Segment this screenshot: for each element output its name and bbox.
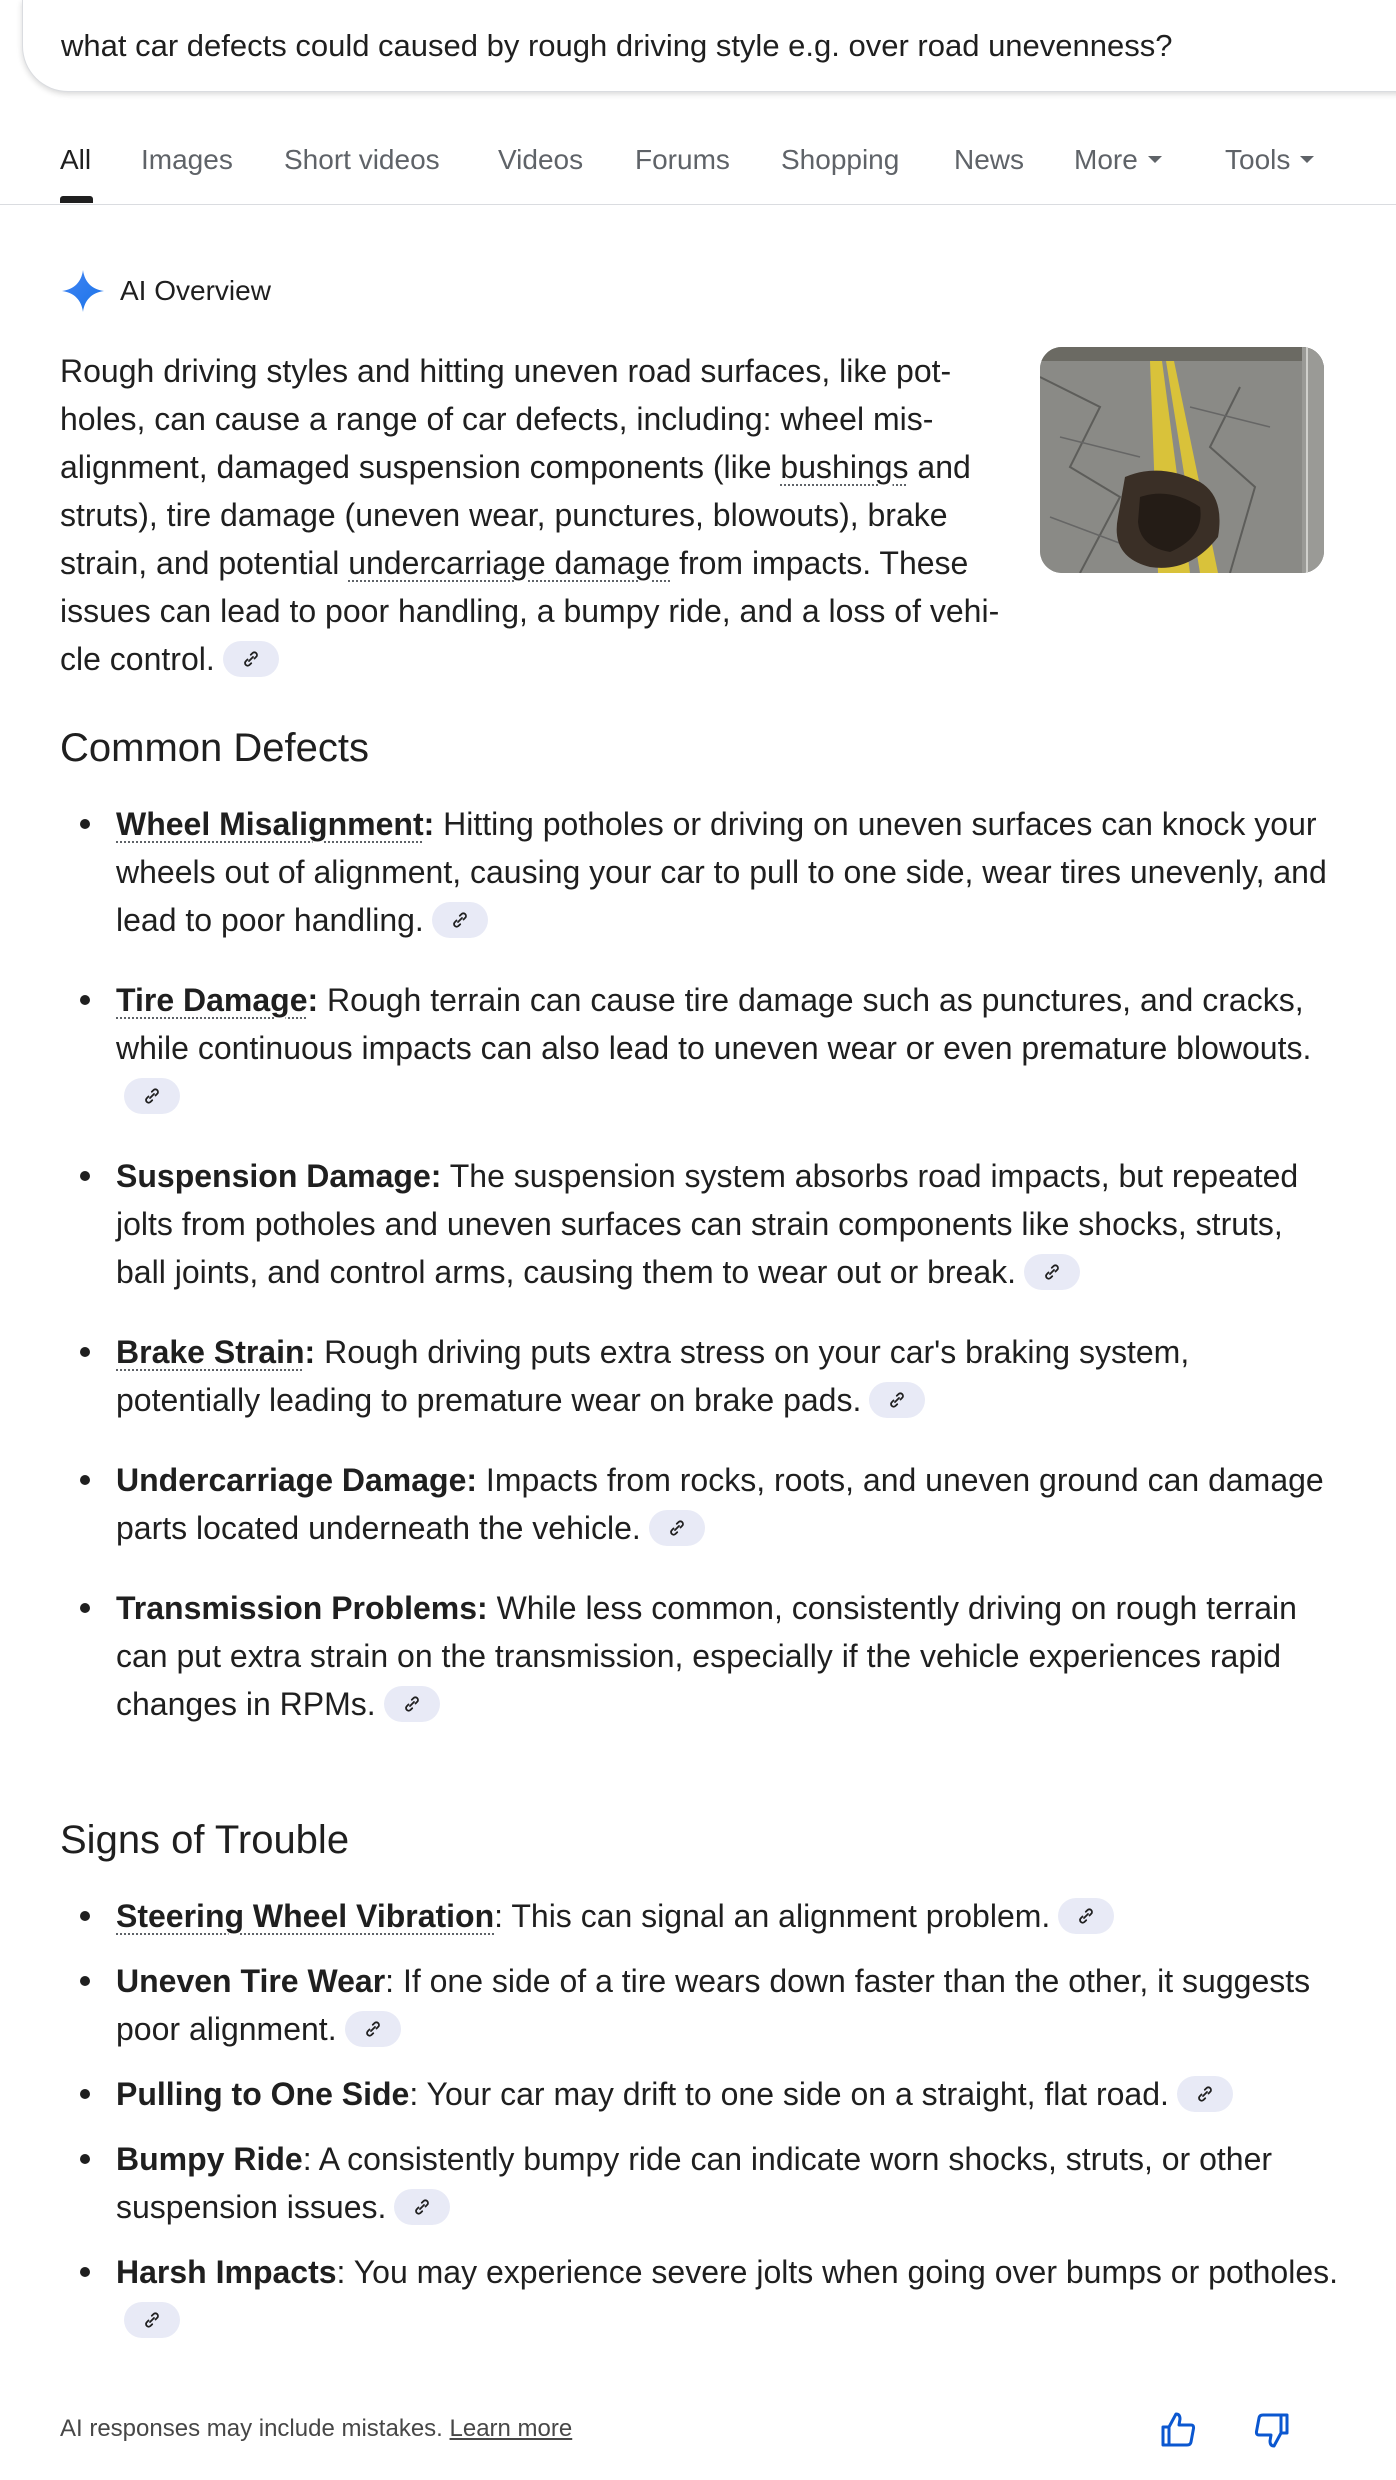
term-colon: : bbox=[307, 982, 319, 1018]
link-icon bbox=[402, 1694, 422, 1714]
source-link-chip[interactable] bbox=[1177, 2076, 1233, 2112]
chevron-down-icon bbox=[1148, 156, 1162, 163]
intro-line: struts), tire damage (uneven wear, punctures, blowouts), brake bbox=[60, 497, 948, 533]
bullet bbox=[80, 2089, 90, 2099]
source-link-chip[interactable] bbox=[394, 2189, 450, 2225]
tab-more[interactable] bbox=[1074, 144, 1162, 176]
link-icon bbox=[1042, 1262, 1062, 1282]
source-link-chip[interactable] bbox=[432, 902, 488, 938]
active-tab-indicator bbox=[60, 196, 93, 203]
term-colon: : bbox=[430, 1158, 442, 1194]
term-colon: : bbox=[423, 806, 435, 842]
bullet bbox=[80, 1347, 90, 1357]
sparkle-icon bbox=[60, 268, 106, 314]
item-text: Impacts from rocks, roots, and uneven ground can damage parts located underneath the vehicle. bbox=[116, 1462, 1324, 1546]
list-item bbox=[60, 2070, 1340, 2118]
item-text: Rough driving puts extra stress on your car's braking system, potentially leading to premature wear on brake pads. bbox=[116, 1334, 1190, 1418]
intro-line: cle control. bbox=[60, 641, 215, 677]
learn-more-link[interactable]: Learn more bbox=[449, 2415, 573, 2442]
term-link-wheel-misalignment[interactable]: Wheel Misalignment bbox=[116, 806, 424, 842]
intro-line: Rough driving styles and hitting uneven road surfaces, like pot- bbox=[60, 353, 952, 389]
item-text: Rough terrain can cause tire damage such as punctures, and cracks, while continuous impacts can also lead to uneven wear or even premature blowouts. bbox=[116, 982, 1312, 1066]
bullet bbox=[80, 1976, 90, 1986]
bullet bbox=[80, 1603, 90, 1613]
term-link-bushings[interactable]: bushings bbox=[780, 449, 909, 485]
chevron-down-icon bbox=[1300, 156, 1314, 163]
term-colon: : bbox=[466, 1462, 478, 1498]
pothole-road-image[interactable] bbox=[1040, 347, 1324, 573]
list-item bbox=[60, 1456, 1340, 1552]
tab-images[interactable]: Images bbox=[141, 144, 233, 175]
link-icon bbox=[241, 649, 261, 669]
source-link-chip[interactable] bbox=[384, 1686, 440, 1722]
common-defects-heading: Common Defects bbox=[60, 726, 369, 770]
link-icon bbox=[412, 2197, 432, 2217]
link-icon bbox=[1195, 2084, 1215, 2104]
intro-line: strain, and potential bbox=[60, 545, 349, 581]
source-link-chip[interactable] bbox=[869, 1382, 925, 1418]
term-harsh-impacts: Harsh Impacts bbox=[116, 2254, 337, 2290]
link-icon bbox=[450, 910, 470, 930]
term-pulling-to-one-side: Pulling to One Side bbox=[116, 2076, 410, 2112]
source-link-chip[interactable] bbox=[124, 1078, 180, 1114]
source-link-chip[interactable] bbox=[124, 2302, 180, 2338]
link-icon bbox=[142, 2310, 162, 2330]
signs-of-trouble-list bbox=[60, 1892, 1340, 2361]
term-link-tire-damage[interactable]: Tire Damage bbox=[116, 982, 308, 1018]
common-defects-list bbox=[60, 800, 1340, 1760]
term-link-brake-strain[interactable]: Brake Strain bbox=[116, 1334, 305, 1370]
item-text: The suspension system absorbs road impacts, but repeated jolts from potholes and uneven surfaces can strain components like shocks, struts, ball joints, and control arms, causing them to wear out or break. bbox=[116, 1158, 1299, 1290]
road-photo-icon bbox=[1040, 347, 1324, 573]
signs-of-trouble-heading: Signs of Trouble bbox=[60, 1818, 350, 1862]
source-link-chip[interactable] bbox=[1024, 1254, 1080, 1290]
item-text: Hitting potholes or driving on uneven surfaces can knock your wheels out of alignment, causing your car to pull to one side, wear tires unevenly, and lead to poor handling. bbox=[116, 806, 1327, 938]
thumbs-down-icon[interactable] bbox=[1252, 2410, 1292, 2450]
tab-shopping[interactable]: Shopping bbox=[781, 144, 900, 175]
item-text: While less common, consistently driving on rough terrain can put extra strain on the transmission, especially if the vehicle experiences rapid changes in RPMs. bbox=[116, 1590, 1297, 1722]
bullet bbox=[80, 1911, 90, 1921]
ai-overview-intro bbox=[60, 347, 1020, 683]
ai-disclaimer bbox=[60, 2415, 572, 2443]
term-suspension-damage: Suspension Damage bbox=[116, 1158, 431, 1194]
ai-overview-header bbox=[60, 268, 271, 314]
bullet bbox=[80, 1171, 90, 1181]
search-input[interactable] bbox=[61, 28, 1361, 64]
term-transmission-problems: Transmission Problems bbox=[116, 1590, 478, 1626]
ai-overview-title: AI Overview bbox=[120, 275, 271, 306]
term-bumpy-ride: Bumpy Ride bbox=[116, 2141, 303, 2177]
intro-line: and bbox=[908, 449, 971, 485]
list-item bbox=[60, 976, 1340, 1120]
item-text: : This can signal an alignment problem. bbox=[494, 1898, 1051, 1934]
intro-line: holes, can cause a range of car defects, including: wheel mis- bbox=[60, 401, 934, 437]
intro-line: alignment, damaged suspension components (like bbox=[60, 449, 781, 485]
tab-news[interactable]: News bbox=[954, 144, 1025, 175]
source-link-chip[interactable] bbox=[223, 641, 279, 677]
list-item bbox=[60, 1892, 1340, 1940]
tab-forums[interactable]: Forums bbox=[635, 144, 730, 175]
intro-line: issues can lead to poor handling, a bumpy ride, and a loss of vehi- bbox=[60, 593, 1000, 629]
bullet bbox=[80, 819, 90, 829]
source-link-chip[interactable] bbox=[345, 2011, 401, 2047]
term-uneven-tire-wear: Uneven Tire Wear bbox=[116, 1963, 386, 1999]
source-link-chip[interactable] bbox=[649, 1510, 705, 1546]
list-item bbox=[60, 2135, 1340, 2231]
bullet bbox=[80, 1475, 90, 1485]
list-item bbox=[60, 1957, 1340, 2053]
list-item bbox=[60, 2248, 1340, 2344]
list-item bbox=[60, 1328, 1340, 1424]
bullet bbox=[80, 995, 90, 1005]
thumbs-up-icon[interactable] bbox=[1158, 2410, 1198, 2450]
source-link-chip[interactable] bbox=[1058, 1898, 1114, 1934]
tab-more-label: More bbox=[1074, 144, 1138, 175]
link-icon bbox=[363, 2019, 383, 2039]
link-icon bbox=[887, 1390, 907, 1410]
item-text: : If one side of a tire wears down faster than the other, it suggests poor alignment. bbox=[116, 1963, 1311, 2047]
link-icon bbox=[1076, 1906, 1096, 1926]
term-link-steering-wheel-vibration[interactable]: Steering Wheel Vibration bbox=[116, 1898, 495, 1934]
link-icon bbox=[142, 1086, 162, 1106]
term-undercarriage-damage: Undercarriage Damage bbox=[116, 1462, 467, 1498]
list-item bbox=[60, 1584, 1340, 1728]
term-link-undercarriage-damage[interactable]: undercarriage damage bbox=[348, 545, 671, 581]
item-text: : Your car may drift to one side on a straight, flat road. bbox=[409, 2076, 1169, 2112]
intro-line: from impacts. These bbox=[670, 545, 969, 581]
item-text: : A consistently bumpy ride can indicate worn shocks, struts, or other suspension issues. bbox=[116, 2141, 1273, 2225]
term-colon: : bbox=[477, 1590, 488, 1626]
search-tabs bbox=[0, 92, 1396, 205]
term-colon: : bbox=[304, 1334, 316, 1370]
item-text: : You may experience severe jolts when going over bumps or potholes. bbox=[336, 2254, 1339, 2290]
tab-tools-label: Tools bbox=[1225, 144, 1291, 175]
disclaimer-text: AI responses may include mistakes. bbox=[60, 2415, 450, 2442]
link-icon bbox=[667, 1518, 687, 1538]
tab-all[interactable]: All bbox=[60, 144, 92, 175]
tab-videos[interactable]: Videos bbox=[498, 144, 584, 175]
tab-short-videos[interactable]: Short videos bbox=[284, 144, 440, 175]
bullet bbox=[80, 2267, 90, 2277]
search-bar[interactable] bbox=[22, 0, 1396, 92]
list-item bbox=[60, 1152, 1340, 1296]
tab-tools[interactable] bbox=[1225, 144, 1314, 176]
bullet bbox=[80, 2154, 90, 2164]
list-item bbox=[60, 800, 1340, 944]
